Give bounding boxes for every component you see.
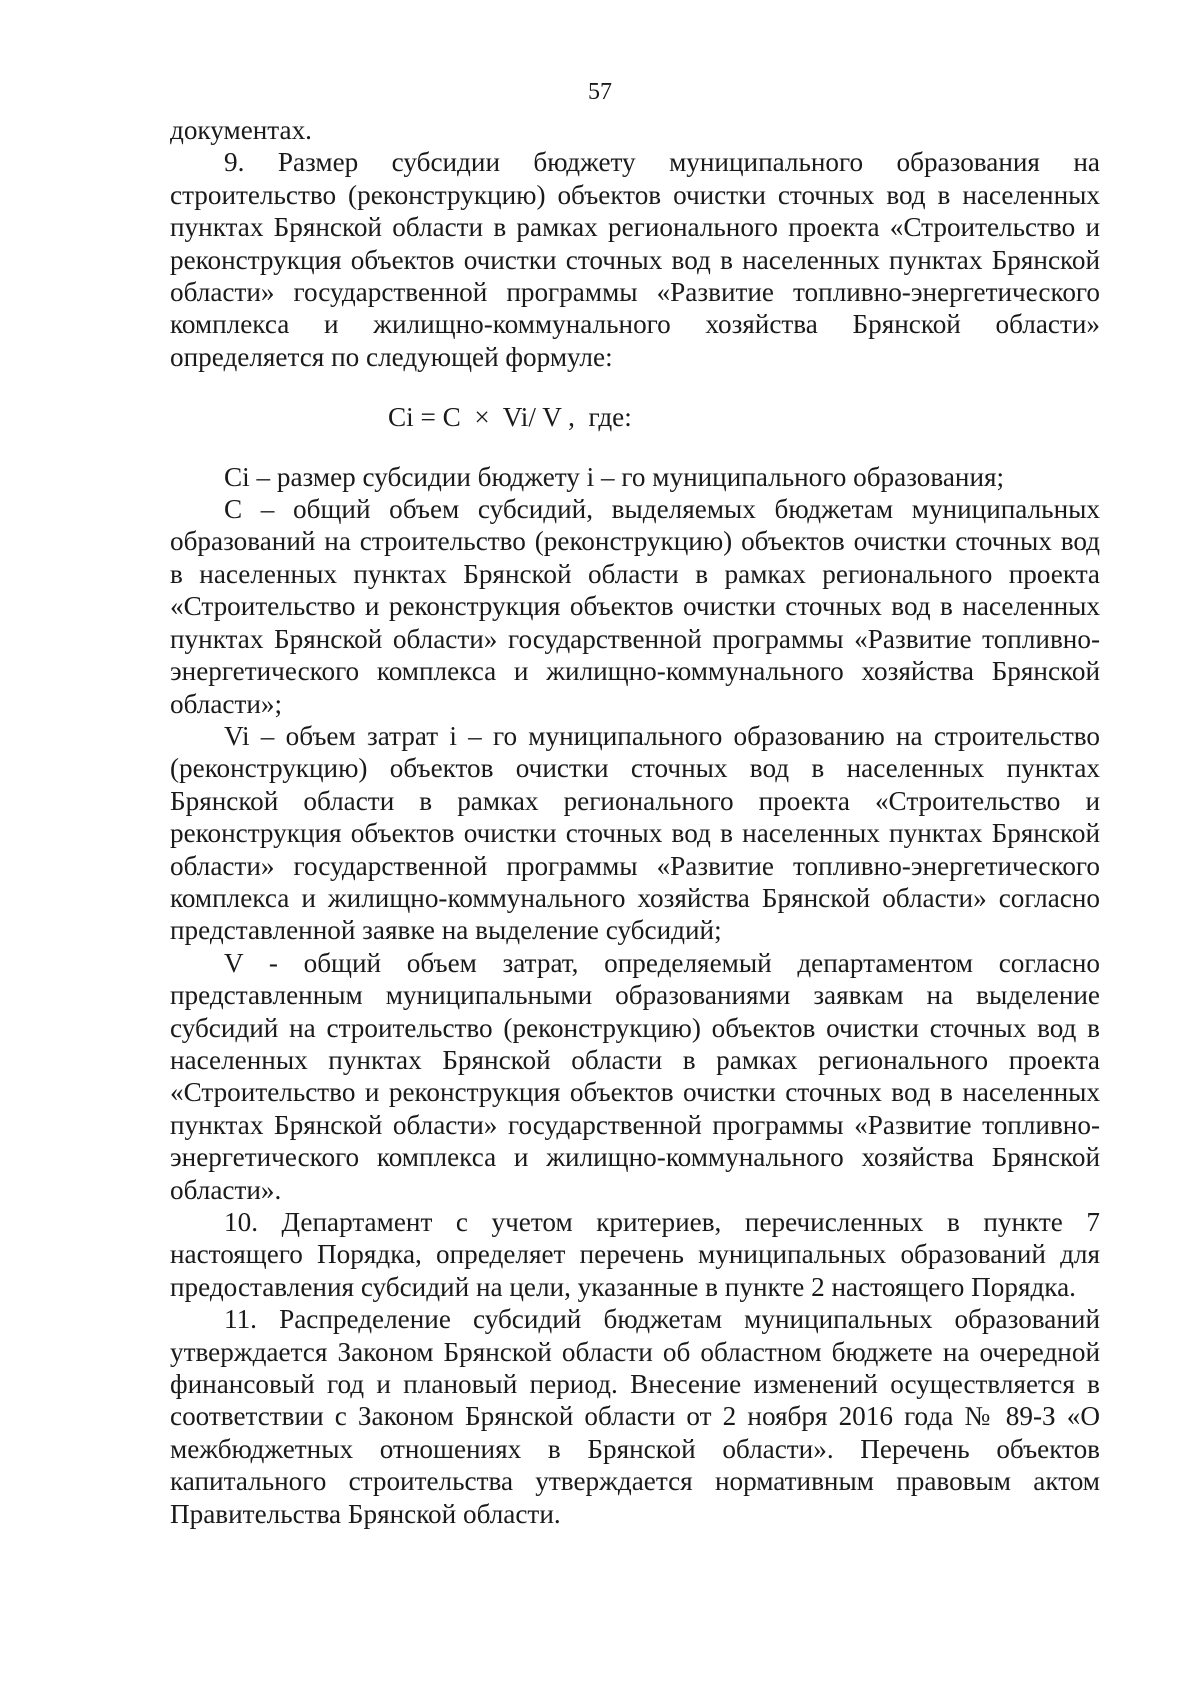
definition-vi: Vi – объем затрат i – го муниципального образованию на строительство (реконструкцию) объектов очистки сточных вод в населенных пунктах Брянской области в рамках регионального проекта «Строительство и реконструкция объектов очистки сточных вод в населенных пунктах Брянской области» государственной программы «Развитие топливно-энергетического комплекса и жилищно-коммунального хозяйства Брянской области» согласно представленной заявке на выделение субсидий; <box>170 720 1100 946</box>
definition-v: V - общий объем затрат, определяемый департаментом согласно представленным муниципальными образованиями заявкам на выделение субсидий на строительство (реконструкцию) объектов очистки сточных вод в населенных пунктах Брянской области в рамках регионального проекта «Строительство и реконструкция объектов очистки сточных вод в населенных пунктах Брянской области» государственной программы «Развитие топливно-энергетического комплекса и жилищно-коммунального хозяйства Брянской области». <box>170 947 1100 1205</box>
definition-c: С – общий объем субсидий, выделяемых бюджетам муниципальных образований на строительство (реконструкцию) объектов очистки сточных вод в населенных пунктах Брянской области в рамках регионального проекта «Строительство и реконструкция объектов очистки сточных вод в населенных пунктах Брянской области» государственной программы «Развитие топливно-энергетического комплекса и жилищно-коммунального хозяйства Брянской области»; <box>170 494 1100 719</box>
document-body <box>170 114 1100 1530</box>
paragraph-item-10: 10. Департамент с учетом критериев, перечисленных в пункте 7 настоящего Порядка, определяет перечень муниципальных образований для предоставления субсидий на цели, указанные в пункте 2 настоящего Порядка. <box>170 1207 1100 1302</box>
page-number: 57 <box>588 79 612 105</box>
paragraph-continuation: документах. <box>170 115 312 145</box>
paragraph-item-11: 11. Распределение субсидий бюджетам муниципальных образований утверждается Законом Брянской области об областном бюджете на очередной финансовый год и плановый период. Внесение изменений осуществляется в соответствии с Законом Брянской области от 2 ноября 2016 года № 89-З «О межбюджетных отношениях в Брянской области». Перечень объектов капитального строительства утверждается нормативным правовым актом Правительства Брянской области. <box>170 1304 1100 1529</box>
paragraph-item-9: 9. Размер субсидии бюджету муниципального образования на строительство (реконструкцию) объектов очистки сточных вод в населенных пунктах Брянской области в рамках регионального проекта «Строительство и реконструкция объектов очистки сточных вод в населенных пунктах Брянской области» государственной программы «Развитие топливно-энергетического комплекса и жилищно-коммунального хозяйства Брянской области» определяется по следующей формуле: <box>170 147 1100 372</box>
definition-ci: Ci – размер субсидии бюджету i – го муниципального образования; <box>224 461 1005 492</box>
subsidy-formula: Ci = C × Vi/ V , где: <box>388 402 632 433</box>
